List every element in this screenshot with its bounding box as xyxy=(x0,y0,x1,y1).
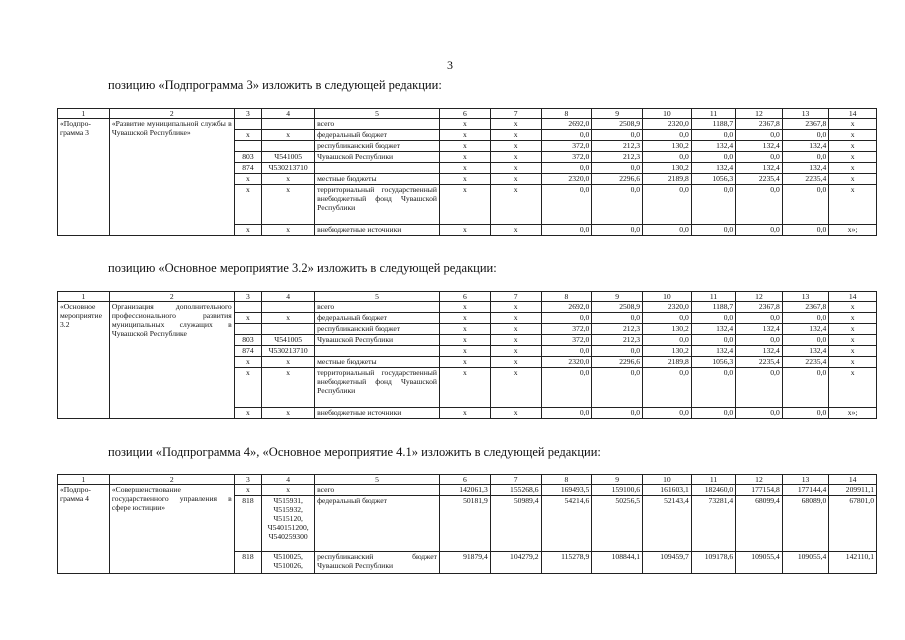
column-number-6: 6 xyxy=(439,292,490,302)
year-value-cell: 2235,4 xyxy=(736,174,783,185)
budget-code-cell: х xyxy=(234,185,262,225)
year-value-cell: х xyxy=(490,313,541,324)
year-value-cell: 209911,1 xyxy=(829,485,877,496)
column-number-7: 7 xyxy=(490,292,541,302)
column-number-2: 2 xyxy=(109,292,234,302)
funding-source-cell xyxy=(315,346,440,357)
year-value-cell: 1056,3 xyxy=(691,174,735,185)
column-number-13: 13 xyxy=(782,475,829,485)
year-value-cell: 0,0 xyxy=(643,152,692,163)
year-value-cell: 132,4 xyxy=(782,163,829,174)
budget-code-cell xyxy=(234,119,262,130)
year-value-cell: 212,3 xyxy=(592,152,643,163)
year-value-cell: х xyxy=(439,335,490,346)
year-value-cell: х xyxy=(490,174,541,185)
year-value-cell: х xyxy=(490,368,541,408)
year-value-cell: 0,0 xyxy=(691,313,735,324)
budget-code-cell: 874 xyxy=(234,346,262,357)
year-value-cell: 2508,9 xyxy=(592,302,643,313)
classification-code-cell: х xyxy=(262,485,315,496)
year-value-cell: х xyxy=(439,302,490,313)
year-value-cell: 0,0 xyxy=(736,335,783,346)
year-value-cell: 0,0 xyxy=(691,130,735,141)
classification-code-cell: Ч541005 xyxy=(262,335,315,346)
funding-source-cell xyxy=(315,163,440,174)
classification-code-cell: х xyxy=(262,357,315,368)
year-value-cell: х xyxy=(490,141,541,152)
column-number-8: 8 xyxy=(541,292,592,302)
year-value-cell: 161603,1 xyxy=(643,485,692,496)
funding-source-cell: всего xyxy=(315,119,440,130)
column-number-12: 12 xyxy=(736,109,783,119)
year-value-cell: 2367,8 xyxy=(782,302,829,313)
column-number-11: 11 xyxy=(691,475,735,485)
program-status-cell: «Подпро-грамма 4 xyxy=(58,485,110,574)
column-number-1: 1 xyxy=(58,292,110,302)
column-number-10: 10 xyxy=(643,109,692,119)
year-value-cell: 142110,1 xyxy=(829,552,877,574)
budget-code-cell xyxy=(234,141,262,152)
funding-source-cell: всего xyxy=(315,485,440,496)
budget-code-cell: 803 xyxy=(234,152,262,163)
year-value-cell: х xyxy=(829,302,877,313)
budget-code-cell: х xyxy=(234,357,262,368)
year-value-cell: 0,0 xyxy=(782,225,829,236)
year-value-cell: 132,4 xyxy=(782,324,829,335)
year-value-cell: 0,0 xyxy=(736,130,783,141)
year-value-cell: х xyxy=(490,408,541,419)
year-value-cell: х xyxy=(439,324,490,335)
year-value-cell: 50989,4 xyxy=(490,496,541,552)
budget-table-subprogram-3 xyxy=(57,108,877,236)
year-value-cell: 109459,7 xyxy=(643,552,692,574)
year-value-cell: 2320,0 xyxy=(541,357,592,368)
year-value-cell: 0,0 xyxy=(736,313,783,324)
year-value-cell: 2296,6 xyxy=(592,357,643,368)
funding-source-cell: республиканский бюджет Чувашской Республики xyxy=(315,552,440,574)
year-value-cell: 0,0 xyxy=(541,408,592,419)
year-value-cell: 0,0 xyxy=(782,368,829,408)
year-value-cell: 2367,8 xyxy=(736,119,783,130)
year-value-cell: 0,0 xyxy=(592,225,643,236)
budget-code-cell: х xyxy=(234,408,262,419)
column-number-8: 8 xyxy=(541,475,592,485)
classification-code-cell: х xyxy=(262,225,315,236)
year-value-cell: 169493,5 xyxy=(541,485,592,496)
year-value-cell: 2235,4 xyxy=(782,174,829,185)
year-value-cell: 0,0 xyxy=(782,130,829,141)
table-header-row xyxy=(58,475,877,485)
year-value-cell: 182460,0 xyxy=(691,485,735,496)
year-value-cell: х xyxy=(829,368,877,408)
year-value-cell: 0,0 xyxy=(643,130,692,141)
year-value-cell: х xyxy=(439,163,490,174)
classification-code-cell: Ч530213710 xyxy=(262,163,315,174)
year-value-cell: 0,0 xyxy=(541,313,592,324)
year-value-cell: 2296,6 xyxy=(592,174,643,185)
year-value-cell: 0,0 xyxy=(643,313,692,324)
year-value-cell: 1056,3 xyxy=(691,357,735,368)
year-value-cell: 212,3 xyxy=(592,335,643,346)
funding-source-cell: федеральный бюджет xyxy=(315,313,440,324)
year-value-cell: 54214,6 xyxy=(541,496,592,552)
column-number-3: 3 xyxy=(234,292,262,302)
year-value-cell: 68099,4 xyxy=(736,496,783,552)
year-value-cell: х xyxy=(439,130,490,141)
year-value-cell: 132,4 xyxy=(736,324,783,335)
year-value-cell: 0,0 xyxy=(592,130,643,141)
year-value-cell: 50181,9 xyxy=(439,496,490,552)
budget-code-cell: 874 xyxy=(234,163,262,174)
funding-source-cell: территориальный государственный внебюджетный фонд Чувашской Республики xyxy=(315,185,440,225)
year-value-cell: х xyxy=(829,119,877,130)
year-value-cell: 0,0 xyxy=(736,368,783,408)
funding-source-cell: территориальный государственный внебюджетный фонд Чувашской Республики xyxy=(315,368,440,408)
column-number-5: 5 xyxy=(315,475,440,485)
year-value-cell: 50256,5 xyxy=(592,496,643,552)
column-number-4: 4 xyxy=(262,292,315,302)
year-value-cell: х xyxy=(490,324,541,335)
year-value-cell: х xyxy=(439,141,490,152)
classification-code-cell xyxy=(262,302,315,313)
year-value-cell: х xyxy=(490,357,541,368)
year-value-cell: 1188,7 xyxy=(691,119,735,130)
budget-code-cell xyxy=(234,324,262,335)
column-number-10: 10 xyxy=(643,292,692,302)
year-value-cell: 109178,6 xyxy=(691,552,735,574)
year-value-cell: 0,0 xyxy=(691,225,735,236)
year-value-cell: 108844,1 xyxy=(592,552,643,574)
classification-code-cell: х xyxy=(262,174,315,185)
year-value-cell: 0,0 xyxy=(643,225,692,236)
year-value-cell: х xyxy=(829,130,877,141)
year-value-cell: х»; xyxy=(829,408,877,419)
year-value-cell: 132,4 xyxy=(691,141,735,152)
year-value-cell: 0,0 xyxy=(592,368,643,408)
classification-code-cell: Ч541005 xyxy=(262,152,315,163)
year-value-cell: 132,4 xyxy=(782,141,829,152)
year-value-cell: 0,0 xyxy=(691,185,735,225)
year-value-cell: 130,2 xyxy=(643,163,692,174)
funding-source-cell: местные бюджеты xyxy=(315,357,440,368)
table-header-row xyxy=(58,292,877,302)
year-value-cell: 372,0 xyxy=(541,324,592,335)
year-value-cell: х xyxy=(490,119,541,130)
year-value-cell: х xyxy=(490,225,541,236)
budget-table-subprogram-4 xyxy=(57,474,877,574)
classification-code-cell: х xyxy=(262,130,315,141)
program-title-cell: Организация дополнительного профессионального развития муниципальных служащих в Чувашской Республике xyxy=(109,302,234,419)
table-row xyxy=(58,119,877,130)
funding-source-cell: республиканский бюджет xyxy=(315,141,440,152)
program-status-cell: «Основное мероприятие 3.2 xyxy=(58,302,110,419)
year-value-cell: 0,0 xyxy=(736,225,783,236)
year-value-cell: 0,0 xyxy=(691,152,735,163)
year-value-cell: 132,4 xyxy=(736,163,783,174)
year-value-cell: 0,0 xyxy=(782,335,829,346)
classification-code-cell: х xyxy=(262,185,315,225)
year-value-cell: 0,0 xyxy=(782,185,829,225)
column-number-11: 11 xyxy=(691,109,735,119)
column-number-13: 13 xyxy=(782,109,829,119)
column-number-3: 3 xyxy=(234,475,262,485)
year-value-cell: 177144,4 xyxy=(782,485,829,496)
page-number: 3 xyxy=(447,58,453,72)
year-value-cell: 0,0 xyxy=(736,152,783,163)
year-value-cell: 132,4 xyxy=(691,163,735,174)
year-value-cell: 132,4 xyxy=(691,346,735,357)
year-value-cell: х xyxy=(490,346,541,357)
year-value-cell: 0,0 xyxy=(691,335,735,346)
year-value-cell: 115278,9 xyxy=(541,552,592,574)
year-value-cell: 0,0 xyxy=(643,185,692,225)
year-value-cell: 0,0 xyxy=(592,185,643,225)
year-value-cell: 212,3 xyxy=(592,324,643,335)
year-value-cell: 372,0 xyxy=(541,335,592,346)
year-value-cell: х xyxy=(829,141,877,152)
year-value-cell: 0,0 xyxy=(691,408,735,419)
table-header-row xyxy=(58,109,877,119)
year-value-cell: 212,3 xyxy=(592,141,643,152)
year-value-cell: 132,4 xyxy=(691,324,735,335)
year-value-cell: 67801,0 xyxy=(829,496,877,552)
column-number-9: 9 xyxy=(592,475,643,485)
year-value-cell: х xyxy=(490,185,541,225)
year-value-cell: х xyxy=(490,302,541,313)
column-number-7: 7 xyxy=(490,109,541,119)
funding-source-cell: федеральный бюджет xyxy=(315,130,440,141)
year-value-cell: х xyxy=(829,346,877,357)
funding-source-cell: Чувашской Республики xyxy=(315,335,440,346)
year-value-cell: х xyxy=(490,163,541,174)
year-value-cell: х xyxy=(439,368,490,408)
year-value-cell: х xyxy=(829,152,877,163)
year-value-cell: 132,4 xyxy=(736,346,783,357)
year-value-cell: х xyxy=(829,174,877,185)
column-number-4: 4 xyxy=(262,109,315,119)
year-value-cell: 2692,0 xyxy=(541,302,592,313)
column-number-8: 8 xyxy=(541,109,592,119)
column-number-10: 10 xyxy=(643,475,692,485)
year-value-cell: х xyxy=(490,152,541,163)
table-row xyxy=(58,485,877,496)
year-value-cell: 0,0 xyxy=(541,368,592,408)
budget-code-cell: х xyxy=(234,174,262,185)
year-value-cell: 73281,4 xyxy=(691,496,735,552)
program-title-cell: «Совершенствование государственного управления в сфере юстиции» xyxy=(109,485,234,574)
year-value-cell: 104279,2 xyxy=(490,552,541,574)
budget-code-cell: 818 xyxy=(234,496,262,552)
classification-code-cell: Ч515931, Ч515932, Ч515120, Ч540151200, Ч540259300 xyxy=(262,496,315,552)
funding-source-cell: местные бюджеты xyxy=(315,174,440,185)
year-value-cell: 142061,3 xyxy=(439,485,490,496)
year-value-cell: х xyxy=(439,225,490,236)
classification-code-cell: Ч510025, Ч510026, xyxy=(262,552,315,574)
year-value-cell: 0,0 xyxy=(643,335,692,346)
column-number-11: 11 xyxy=(691,292,735,302)
column-number-14: 14 xyxy=(829,475,877,485)
column-number-13: 13 xyxy=(782,292,829,302)
year-value-cell: 2367,8 xyxy=(782,119,829,130)
budget-code-cell: 803 xyxy=(234,335,262,346)
year-value-cell: 0,0 xyxy=(541,346,592,357)
year-value-cell: 0,0 xyxy=(736,185,783,225)
column-number-3: 3 xyxy=(234,109,262,119)
year-value-cell: х xyxy=(439,152,490,163)
year-value-cell: 159100,6 xyxy=(592,485,643,496)
funding-source-cell: Чувашской Республики xyxy=(315,152,440,163)
year-value-cell: 2189,8 xyxy=(643,174,692,185)
year-value-cell: 0,0 xyxy=(541,163,592,174)
year-value-cell: 0,0 xyxy=(592,408,643,419)
year-value-cell: 2692,0 xyxy=(541,119,592,130)
year-value-cell: 68089,0 xyxy=(782,496,829,552)
column-number-9: 9 xyxy=(592,109,643,119)
year-value-cell: 0,0 xyxy=(592,163,643,174)
column-number-12: 12 xyxy=(736,475,783,485)
year-value-cell: 2189,8 xyxy=(643,357,692,368)
year-value-cell: 130,2 xyxy=(643,141,692,152)
year-value-cell: 52143,4 xyxy=(643,496,692,552)
year-value-cell: 2320,0 xyxy=(643,119,692,130)
year-value-cell: х xyxy=(439,185,490,225)
funding-source-cell: всего xyxy=(315,302,440,313)
section-heading-subprogram-3: позицию «Подпрограмма 3» изложить в следующей редакции: xyxy=(108,78,442,92)
year-value-cell: 0,0 xyxy=(691,368,735,408)
column-number-1: 1 xyxy=(58,109,110,119)
year-value-cell: 0,0 xyxy=(541,225,592,236)
year-value-cell: 0,0 xyxy=(782,313,829,324)
year-value-cell: х xyxy=(439,313,490,324)
year-value-cell: 1188,7 xyxy=(691,302,735,313)
year-value-cell: 155268,6 xyxy=(490,485,541,496)
year-value-cell: 0,0 xyxy=(541,185,592,225)
budget-code-cell xyxy=(234,302,262,313)
year-value-cell: 372,0 xyxy=(541,141,592,152)
budget-code-cell: х xyxy=(234,130,262,141)
year-value-cell: 177154,8 xyxy=(736,485,783,496)
classification-code-cell: х xyxy=(262,368,315,408)
funding-source-cell: внебюджетные источники xyxy=(315,225,440,236)
year-value-cell: 2508,9 xyxy=(592,119,643,130)
year-value-cell: 0,0 xyxy=(643,368,692,408)
funding-source-cell: республиканский бюджет xyxy=(315,324,440,335)
budget-code-cell: 818 xyxy=(234,552,262,574)
year-value-cell: 2367,8 xyxy=(736,302,783,313)
year-value-cell: х xyxy=(829,163,877,174)
year-value-cell: х xyxy=(829,335,877,346)
funding-source-cell: внебюджетные источники xyxy=(315,408,440,419)
program-status-cell: «Подпро-грамма 3 xyxy=(58,119,110,236)
year-value-cell: 0,0 xyxy=(782,152,829,163)
year-value-cell: 132,4 xyxy=(782,346,829,357)
column-number-7: 7 xyxy=(490,475,541,485)
budget-code-cell: х xyxy=(234,485,262,496)
year-value-cell: 109055,4 xyxy=(736,552,783,574)
budget-code-cell: х xyxy=(234,313,262,324)
budget-table-measure-3-2 xyxy=(57,291,877,419)
year-value-cell: х xyxy=(490,335,541,346)
column-number-1: 1 xyxy=(58,475,110,485)
column-number-14: 14 xyxy=(829,109,877,119)
budget-code-cell: х xyxy=(234,368,262,408)
year-value-cell: 109055,4 xyxy=(782,552,829,574)
classification-code-cell: Ч530213710 xyxy=(262,346,315,357)
year-value-cell: 2320,0 xyxy=(643,302,692,313)
year-value-cell: 0,0 xyxy=(592,346,643,357)
year-value-cell: 130,2 xyxy=(643,346,692,357)
year-value-cell: х xyxy=(829,313,877,324)
year-value-cell: х xyxy=(439,408,490,419)
year-value-cell: х xyxy=(439,346,490,357)
year-value-cell: 0,0 xyxy=(541,130,592,141)
year-value-cell: 132,4 xyxy=(736,141,783,152)
column-number-14: 14 xyxy=(829,292,877,302)
year-value-cell: 0,0 xyxy=(643,408,692,419)
column-number-12: 12 xyxy=(736,292,783,302)
year-value-cell: 0,0 xyxy=(736,408,783,419)
year-value-cell: х xyxy=(439,174,490,185)
classification-code-cell: х xyxy=(262,408,315,419)
table-row xyxy=(58,302,877,313)
classification-code-cell xyxy=(262,324,315,335)
classification-code-cell xyxy=(262,119,315,130)
year-value-cell: 2235,4 xyxy=(736,357,783,368)
program-title-cell: «Развитие муниципальной службы в Чувашской Республике» xyxy=(109,119,234,236)
column-number-9: 9 xyxy=(592,292,643,302)
column-number-2: 2 xyxy=(109,475,234,485)
column-number-6: 6 xyxy=(439,475,490,485)
column-number-6: 6 xyxy=(439,109,490,119)
year-value-cell: 372,0 xyxy=(541,152,592,163)
column-number-4: 4 xyxy=(262,475,315,485)
column-number-5: 5 xyxy=(315,109,440,119)
year-value-cell: 0,0 xyxy=(592,313,643,324)
year-value-cell: 2320,0 xyxy=(541,174,592,185)
year-value-cell: х xyxy=(829,185,877,225)
year-value-cell: х»; xyxy=(829,225,877,236)
column-number-5: 5 xyxy=(315,292,440,302)
year-value-cell: х xyxy=(829,324,877,335)
year-value-cell: х xyxy=(439,119,490,130)
year-value-cell: 2235,4 xyxy=(782,357,829,368)
section-heading-subprogram-4: позиции «Подпрограмма 4», «Основное мероприятие 4.1» изложить в следующей редакции: xyxy=(108,445,601,459)
year-value-cell: 130,2 xyxy=(643,324,692,335)
year-value-cell: х xyxy=(439,357,490,368)
year-value-cell: 0,0 xyxy=(782,408,829,419)
section-heading-measure-3-2: позицию «Основное мероприятие 3.2» изложить в следующей редакции: xyxy=(108,261,497,275)
classification-code-cell: х xyxy=(262,313,315,324)
classification-code-cell xyxy=(262,141,315,152)
year-value-cell: х xyxy=(490,130,541,141)
year-value-cell: х xyxy=(829,357,877,368)
budget-code-cell: х xyxy=(234,225,262,236)
column-number-2: 2 xyxy=(109,109,234,119)
year-value-cell: 91879,4 xyxy=(439,552,490,574)
funding-source-cell: федеральный бюджет xyxy=(315,496,440,552)
